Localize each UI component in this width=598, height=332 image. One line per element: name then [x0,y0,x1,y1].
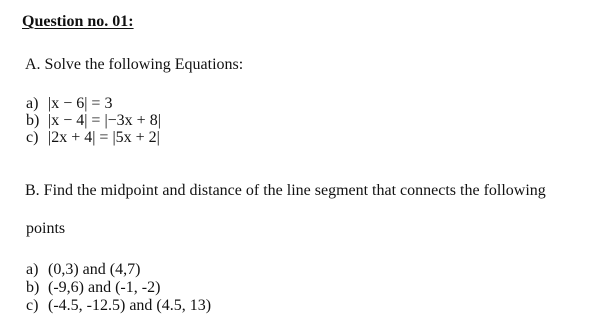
section-b-item-b [26,278,160,298]
point-pair: (0,3) and (4,7) [48,261,141,278]
section-a-title: A. Solve the following Equations: [25,56,244,73]
section-b-item-a [26,260,140,280]
item-letter: a) [26,95,39,112]
point-pair: (-4.5, -12.5) and (4.5, 13) [48,297,212,314]
item-letter: c) [26,297,39,314]
question-heading: Question no. 01: [22,13,134,30]
section-b-continuation: points [26,220,66,237]
equation: |x − 6| = 3 [48,95,113,112]
point-pair: (-9,6) and (-1, -2) [48,279,161,296]
item-letter: b) [26,279,40,296]
equation: |x − 4| = |−3x + 8| [48,112,161,129]
item-letter: b) [26,112,40,129]
section-b-title: B. Find the midpoint and distance of the line segment that connects the following [25,182,546,199]
section-b-item-c [26,296,211,316]
item-letter: c) [26,129,39,146]
equation: |2x + 4| = |5x + 2| [48,129,160,146]
item-letter: a) [26,261,39,278]
section-a-item-c [26,128,160,148]
